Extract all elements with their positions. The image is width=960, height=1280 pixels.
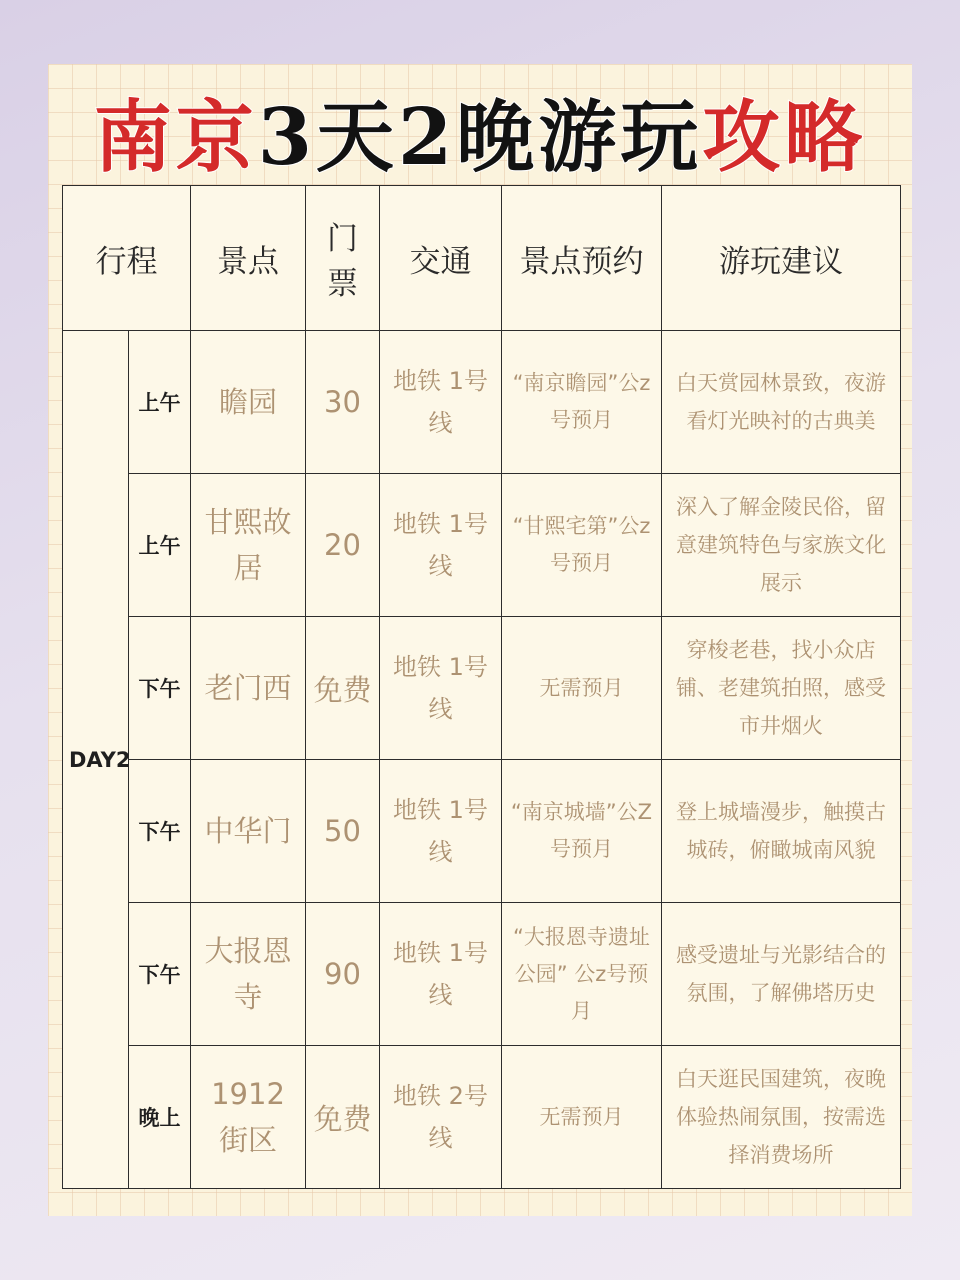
ticket-cell: 30 <box>306 331 380 474</box>
period-cell: 下午 <box>129 617 191 760</box>
tips-cell: 深入了解金陵民俗，留意建筑特色与家族文化展示 <box>662 474 901 617</box>
period-cell: 下午 <box>129 903 191 1046</box>
header-ticket: 门票 <box>306 186 380 331</box>
header-reservation: 景点预约 <box>502 186 662 331</box>
tips-cell: 登上城墙漫步，触摸古城砖，俯瞰城南风貌 <box>662 760 901 903</box>
reservation-cell: “南京瞻园”公z号预月 <box>502 331 662 474</box>
title-guide: 攻略 <box>702 92 867 183</box>
table-header-row <box>63 186 901 331</box>
spot-cell: 老门西 <box>191 617 306 760</box>
period-cell: 上午 <box>129 474 191 617</box>
transport-cell: 地铁 2号线 <box>380 1046 502 1189</box>
spot-cell: 甘熙故居 <box>191 474 306 617</box>
ticket-cell: 免费 <box>306 1046 380 1189</box>
reservation-cell: 无需预月 <box>502 1046 662 1189</box>
transport-cell: 地铁 1号线 <box>380 331 502 474</box>
table-row <box>63 903 901 1046</box>
tips-cell: 穿梭老巷，找小众店铺、老建筑拍照，感受市井烟火 <box>662 617 901 760</box>
spot-cell: 1912街区 <box>191 1046 306 1189</box>
title-duration: 3天2晚游玩 <box>257 92 703 183</box>
reservation-cell: “甘熙宅第”公z号预月 <box>502 474 662 617</box>
table-row <box>63 474 901 617</box>
header-itinerary: 行程 <box>63 186 191 331</box>
header-spot: 景点 <box>191 186 306 331</box>
tips-cell: 白天赏园林景致，夜游看灯光映衬的古典美 <box>662 331 901 474</box>
period-cell: 晚上 <box>129 1046 191 1189</box>
transport-cell: 地铁 1号线 <box>380 903 502 1046</box>
header-transport: 交通 <box>380 186 502 331</box>
title-city: 南京 <box>93 92 258 183</box>
period-cell: 上午 <box>129 331 191 474</box>
table-row <box>63 331 901 474</box>
transport-cell: 地铁 1号线 <box>380 760 502 903</box>
reservation-cell: 无需预月 <box>502 617 662 760</box>
itinerary-table <box>62 185 901 1189</box>
ticket-cell: 50 <box>306 760 380 903</box>
ticket-cell: 90 <box>306 903 380 1046</box>
table-row <box>63 760 901 903</box>
spot-cell: 中华门 <box>191 760 306 903</box>
day-label: DAY2 <box>63 331 129 1189</box>
reservation-cell: “南京城墙”公Z号预月 <box>502 760 662 903</box>
spot-cell: 瞻园 <box>191 331 306 474</box>
tips-cell: 白天逛民国建筑，夜晚体验热闹氛围，按需选择消费场所 <box>662 1046 901 1189</box>
transport-cell: 地铁 1号线 <box>380 617 502 760</box>
ticket-cell: 20 <box>306 474 380 617</box>
reservation-cell: “大报恩寺遗址公园” 公z号预月 <box>502 903 662 1046</box>
transport-cell: 地铁 1号线 <box>380 474 502 617</box>
page-title <box>0 76 960 186</box>
ticket-cell: 免费 <box>306 617 380 760</box>
spot-cell: 大报恩寺 <box>191 903 306 1046</box>
table-row <box>63 617 901 760</box>
header-tips: 游玩建议 <box>662 186 901 331</box>
tips-cell: 感受遗址与光影结合的氛围，了解佛塔历史 <box>662 903 901 1046</box>
table-row <box>63 1046 901 1189</box>
period-cell: 下午 <box>129 760 191 903</box>
